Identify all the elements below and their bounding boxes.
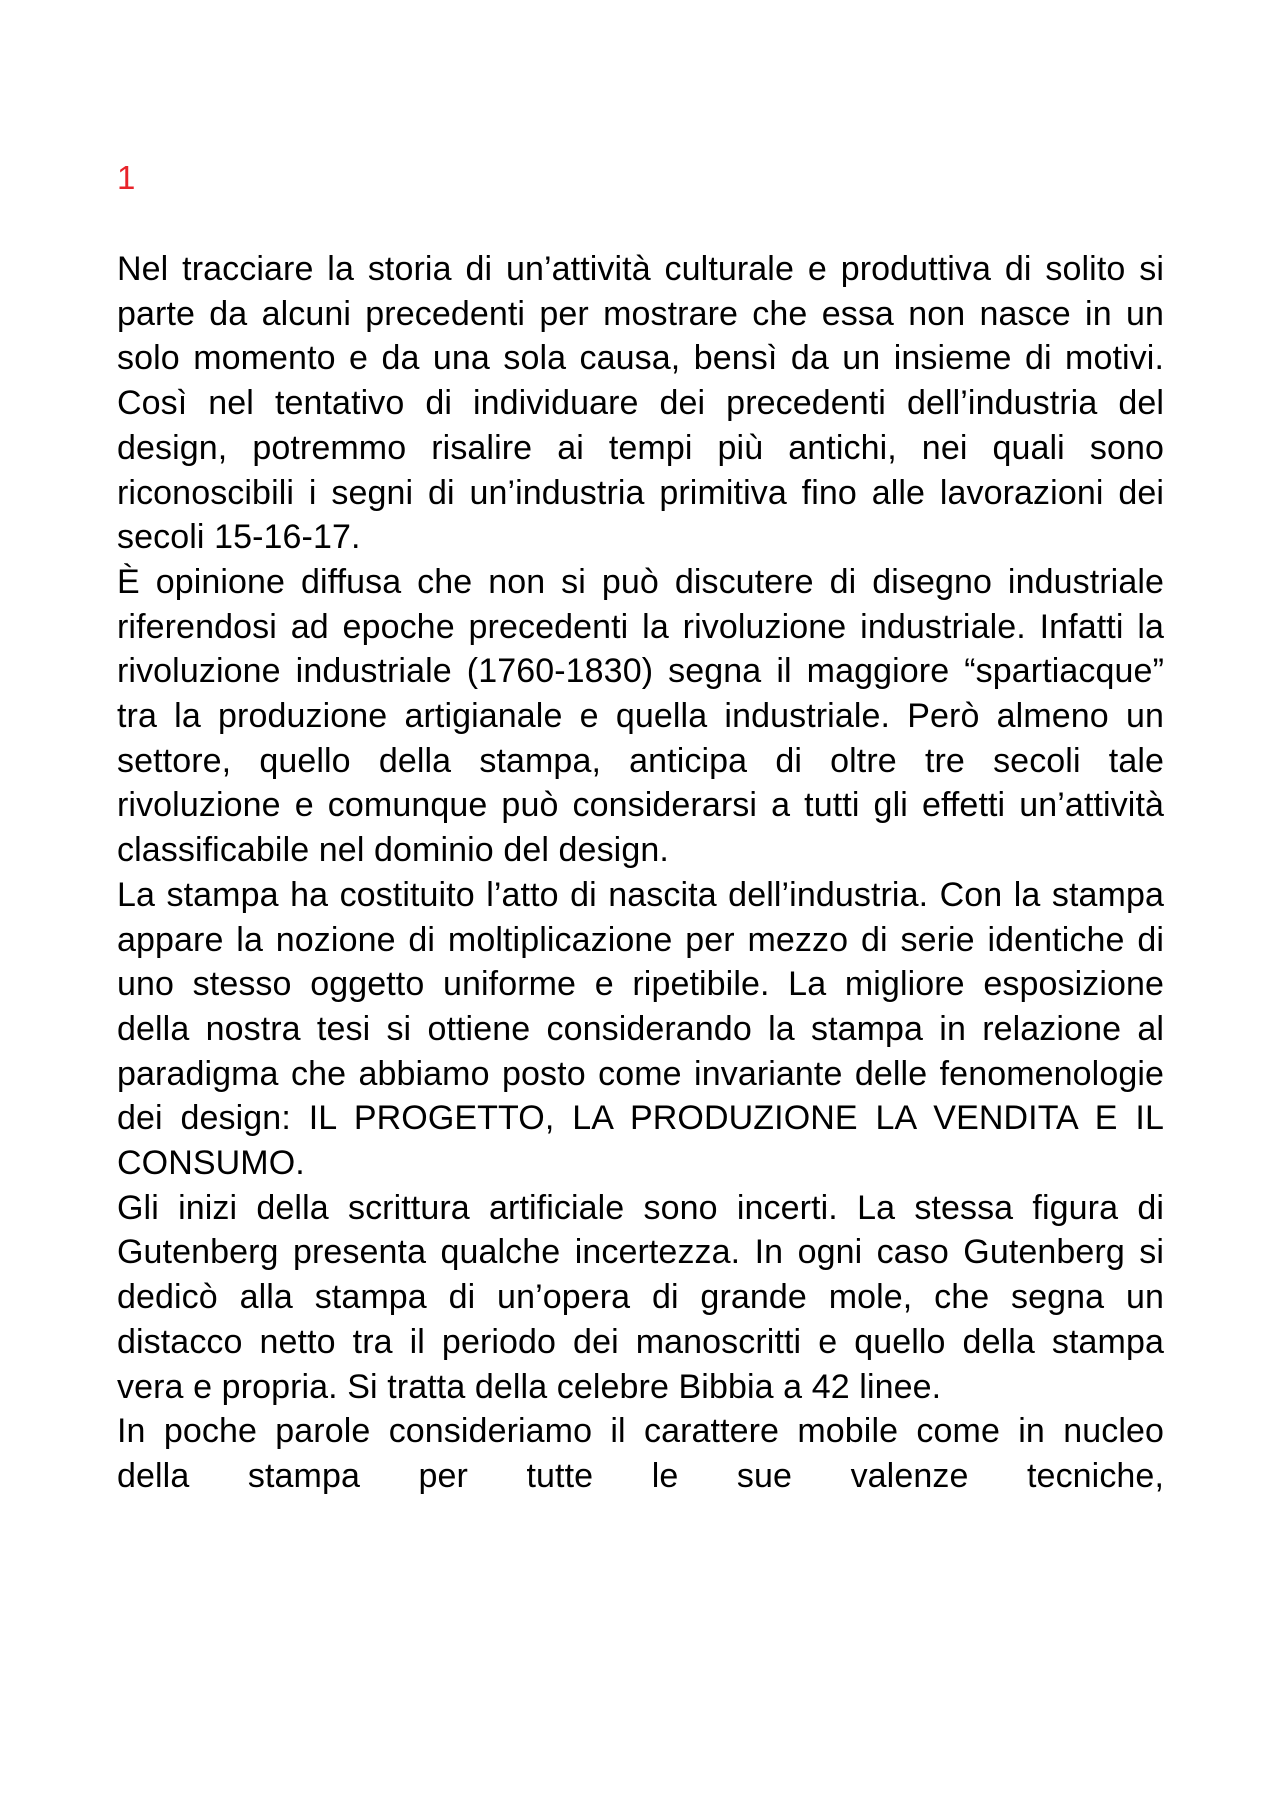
- paragraph-5: In poche parole consideriamo il carattere mobile come in nucleo della stampa per tutte le sue valenze tecniche,: [117, 1412, 1164, 1495]
- paragraph-4: Gli inizi della scrittura artificiale sono incerti. La stessa figura di Gutenberg presenta qualche incertezza. In ogni caso Gutenberg si dedicò alla stampa di un’opera di grande mole, che segna un distacco netto tra il periodo dei manoscritti e quello della stampa vera e propria. Si tratta della celebre Bibbia a 42 linee.: [117, 1188, 1164, 1406]
- paragraph-2: È opinione diffusa che non si può discutere di disegno industriale riferendosi ad epoche precedenti la rivoluzione industriale. Infatti la rivoluzione industriale (1760-1830) segna il maggiore “spartiacque” tra la produzione artigianale e quella industriale. Però almeno un settore, quello della stampa, anticipa di oltre tre secoli tale rivoluzione e comunque può considerarsi a tutti gli effetti un’attività classificabile nel dominio del design.: [117, 562, 1164, 870]
- paragraph-3: La stampa ha costituito l’atto di nascita dell’industria. Con la stampa appare la nozione di moltiplicazione per mezzo di serie identiche di uno stesso oggetto uniforme e ripetibile. La migliore esposizione della nostra tesi si ottiene considerando la stampa in relazione al paradigma che abbiamo posto come invariante delle fenomenologie dei design: IL PROGETTO, LA PRODUZIONE LA VENDITA E IL CONSUMO.: [117, 875, 1164, 1183]
- body-text: [117, 247, 1164, 1499]
- page-number: 1: [117, 159, 136, 196]
- paragraph-1: Nel tracciare la storia di un’attività culturale e produttiva di solito si parte da alcuni precedenti per mostrare che essa non nasce in un solo momento e da una sola causa, bensì da un insieme di motivi. Così nel tentativo di individuare dei precedenti dell’industria del design, potremmo risalire ai tempi più antichi, nei quali sono riconoscibili i segni di un’industria primitiva fino alle lavorazioni dei secoli 15-16-17.: [117, 250, 1164, 557]
